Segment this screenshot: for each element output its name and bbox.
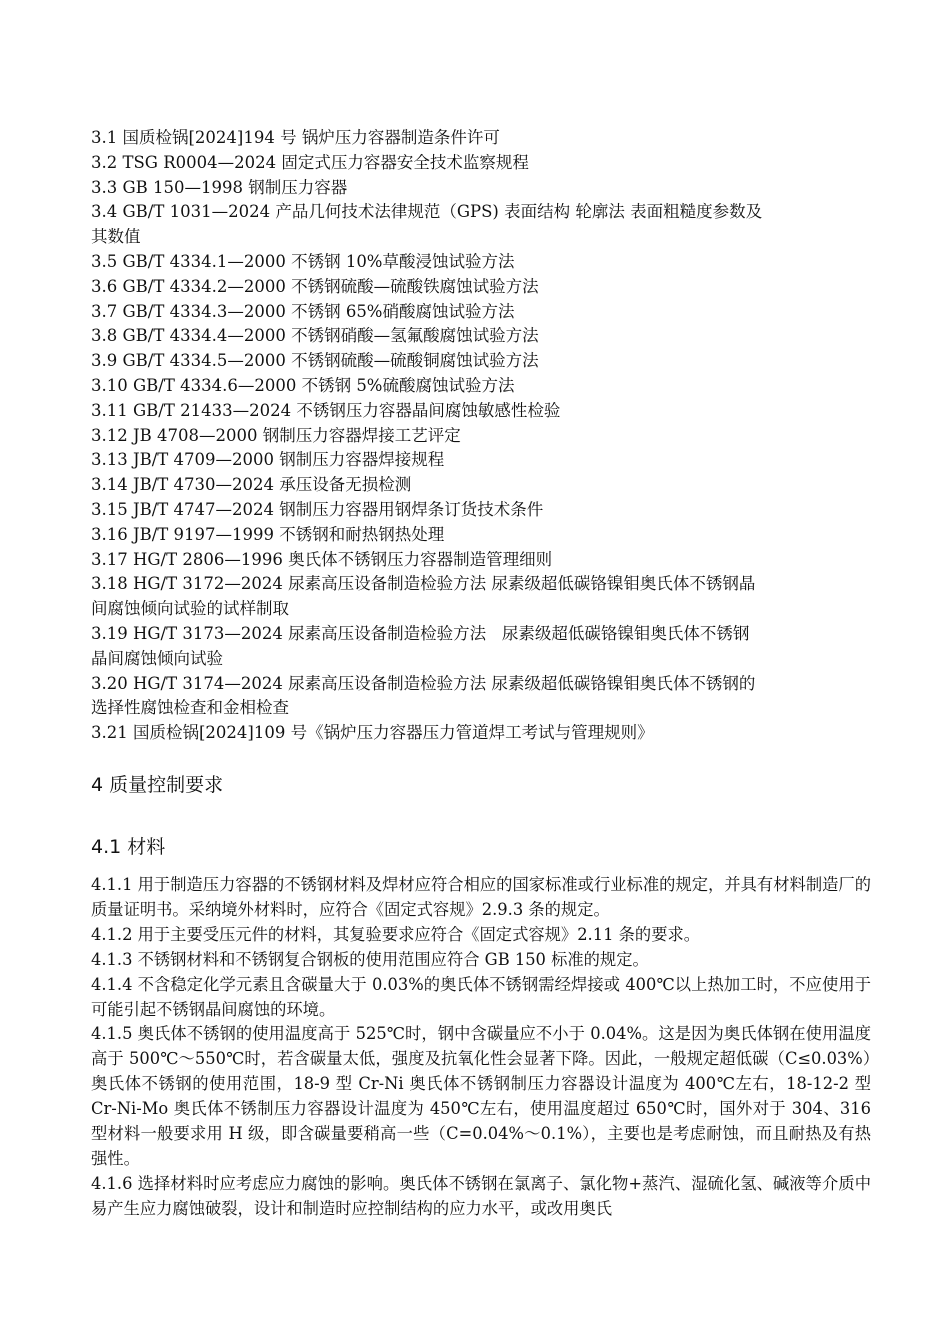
section-heading: 4 质量控制要求 — [91, 774, 224, 796]
reference-line: 3.9 GB/T 4334.5—2000 不锈钢硫酸—硫酸铜腐蚀试验方法 — [91, 351, 539, 371]
reference-line: 选择性腐蚀检查和金相检查 — [91, 698, 289, 718]
reference-line: 3.5 GB/T 4334.1—2000 不锈钢 10%草酸浸蚀试验方法 — [91, 251, 515, 271]
reference-line: 3.2 TSG R0004—2024 固定式压力容器安全技术监察规程 — [91, 152, 529, 172]
reference-line: 3.7 GB/T 4334.3—2000 不锈钢 65%硝酸腐蚀试验方法 — [91, 301, 515, 321]
reference-line: 3.19 HG/T 3173—2024 尿素高压设备制造检验方法 尿素级超低碳铬镍钼奥氏体不锈钢 — [91, 623, 750, 643]
reference-line: 3.11 GB/T 21433—2024 不锈钢压力容器晶间腐蚀敏感性检验 — [91, 400, 561, 420]
subsection-heading: 4.1 材料 — [91, 836, 166, 858]
reference-line: 3.8 GB/T 4334.4—2000 不锈钢硝酸—氢氟酸腐蚀试验方法 — [91, 326, 539, 346]
reference-line: 3.13 JB/T 4709—2000 钢制压力容器焊接规程 — [91, 450, 445, 470]
reference-line: 3.3 GB 150—1998 钢制压力容器 — [91, 177, 348, 197]
clause-paragraph: 4.1.6 选择材料时应考虑应力腐蚀的影响。奥氏体不锈钢在氯离子、氯化物+蒸汽、湿硫化氢、碱液等介质中易产生应力腐蚀破裂，设计和制造时应控制结构的应力水平，或改用奥氏 — [91, 1173, 871, 1218]
reference-line: 3.20 HG/T 3174—2024 尿素高压设备制造检验方法 尿素级超低碳铬镍钼奥氏体不锈钢的 — [91, 673, 756, 693]
reference-line: 3.6 GB/T 4334.2—2000 不锈钢硫酸—硫酸铁腐蚀试验方法 — [91, 276, 539, 296]
clause-paragraph: 4.1.1 用于制造压力容器的不锈钢材料及焊材应符合相应的国家标准或行业标准的规定，并具有材料制造厂的质量证明书。采纳境外材料时，应符合《固定式容规》2.9.3 条的规定。 — [91, 875, 871, 919]
clause-paragraph: 4.1.5 奥氏体不锈钢的使用温度高于 525℃时，钢中含碳量应不小于 0.04%。这是因为奥氏体钢在使用温度高于 500℃～550℃时，若含碳量太低，强度及抗氧化性会显著下降。因此，一般规定超低碳（C≤0.03%）奥氏体不锈钢的使用范围，18-9 型 Cr-Ni 奥氏体不锈钢制压力容器设计温度为 400℃左右，18-12-2 型 Cr-Ni-Mo 奥氏体不锈制压力容器设计温度为 450℃左右，使用温度超过 650℃时，国外对于 304、316 型材料一般要求用 H 级，即含碳量要稍高一些（C=0.04%～0.1%），主要也是考虑耐蚀，而且耐热及有热强性。 — [91, 1024, 871, 1168]
reference-line: 3.18 HG/T 3172—2024 尿素高压设备制造检验方法 尿素级超低碳铬镍钼奥氏体不锈钢晶 — [91, 574, 756, 594]
reference-line: 3.15 JB/T 4747—2024 钢制压力容器用钢焊条订货技术条件 — [91, 499, 544, 519]
clause-paragraph: 4.1.2 用于主要受压元件的材料，其复验要求应符合《固定式容规》2.11 条的要求。 — [91, 924, 701, 944]
reference-line: 3.17 HG/T 2806—1996 奥氏体不锈钢压力容器制造管理细则 — [91, 549, 553, 569]
clause-paragraph: 4.1.4 不含稳定化学元素且含碳量大于 0.03%的奥氏体不锈钢需经焊接或 400℃以上热加工时，不应使用于可能引起不锈钢晶间腐蚀的环境。 — [91, 974, 871, 1019]
reference-line: 3.4 GB/T 1031—2024 产品几何技术法律规范（GPS) 表面结构 轮廓法 表面粗糙度参数及 — [91, 202, 763, 222]
reference-line: 3.16 JB/T 9197—1999 不锈钢和耐热钢热处理 — [91, 524, 445, 544]
reference-line: 3.10 GB/T 4334.6—2000 不锈钢 5%硫酸腐蚀试验方法 — [91, 375, 515, 395]
reference-line: 其数值 — [91, 227, 141, 247]
reference-list — [91, 126, 871, 746]
reference-line: 3.1 国质检锅[2024]194 号 锅炉压力容器制造条件许可 — [91, 128, 500, 147]
reference-line: 3.12 JB 4708—2000 钢制压力容器焊接工艺评定 — [91, 425, 461, 445]
reference-line: 晶间腐蚀倾向试验 — [91, 648, 223, 668]
reference-line: 3.14 JB/T 4730—2024 承压设备无损检测 — [91, 475, 412, 495]
section-body — [91, 873, 871, 1222]
reference-line: 3.21 国质检锅[2024]109 号《锅炉压力容器压力管道焊工考试与管理规则》 — [91, 723, 654, 743]
reference-line: 间腐蚀倾向试验的试样制取 — [91, 599, 289, 619]
clause-paragraph: 4.1.3 不锈钢材料和不锈钢复合钢板的使用范围应符合 GB 150 标准的规定。 — [91, 949, 649, 969]
